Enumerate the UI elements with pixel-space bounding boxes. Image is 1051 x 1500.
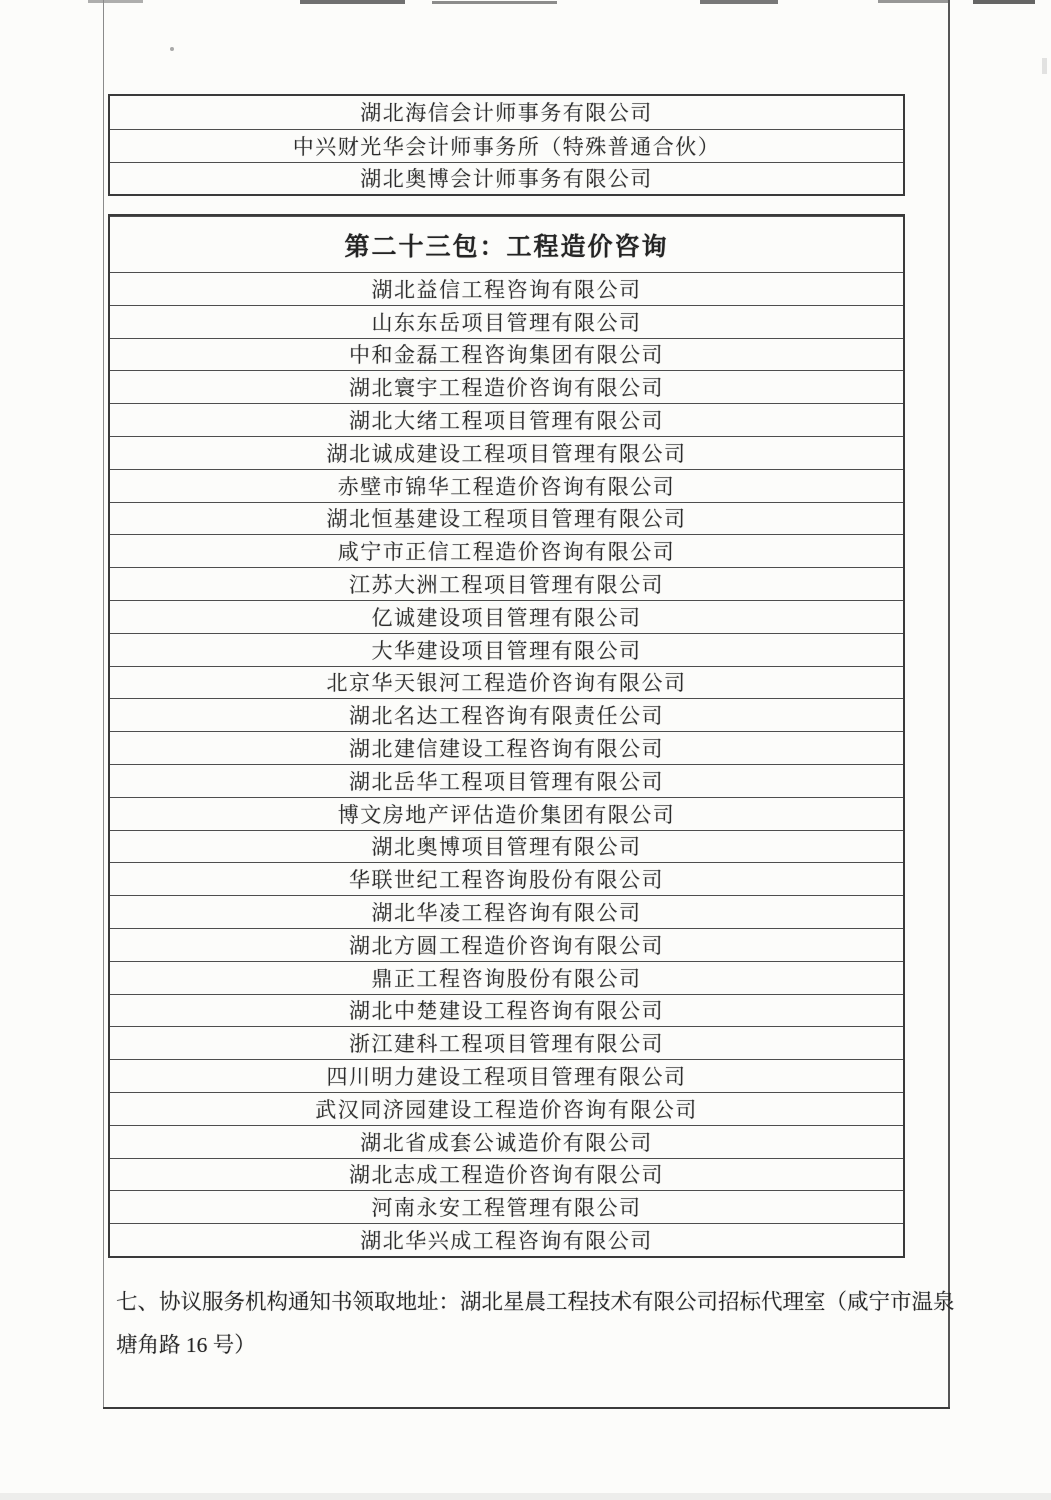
table-row [110,1158,903,1191]
table-row [110,1223,903,1256]
table-row [110,1092,903,1125]
table-row [110,666,903,699]
scan-artifact [88,0,143,3]
table-row [110,162,903,195]
table-row [110,862,903,895]
table-row [110,1190,903,1223]
company-name-cell: 博文房地产评估造价集团有限公司 [337,802,676,827]
company-name-cell: 湖北建信建设工程咨询有限公司 [349,737,664,762]
table-heading-row [110,216,903,272]
package23-table-body [110,272,903,1256]
company-name-cell: 湖北奥博项目管理有限公司 [371,835,642,860]
table-row [110,96,903,129]
table-row [110,1059,903,1092]
table-row [110,600,903,633]
table-row [110,338,903,371]
table-row [110,1125,903,1158]
company-name-cell: 中和金磊工程咨询集团有限公司 [349,343,664,368]
scan-edge-shadow [0,1493,1051,1500]
package23-table [108,214,905,1258]
company-name-cell: 湖北寰宇工程造价咨询有限公司 [349,376,664,401]
table-row [110,272,903,305]
table-row [110,994,903,1027]
scan-artifact [878,0,950,3]
company-name-cell: 湖北海信会计师事务有限公司 [360,101,653,126]
company-name-cell: 华联世纪工程咨询股份有限公司 [349,868,664,893]
scan-artifact [973,0,1035,4]
company-name-cell: 四川明力建设工程项目管理有限公司 [326,1065,687,1090]
company-name-cell: 湖北奥博会计师事务有限公司 [360,167,653,192]
company-name-cell: 湖北省成套公诚造价有限公司 [360,1130,653,1155]
page-border-bottom [103,1407,950,1409]
table-row [110,895,903,928]
table-row [110,129,903,162]
scan-artifact [300,0,405,4]
company-name-cell: 湖北方圆工程造价咨询有限公司 [349,933,664,958]
company-name-cell: 山东东岳项目管理有限公司 [371,310,642,335]
company-name-cell: 江苏大洲工程项目管理有限公司 [349,573,664,598]
scan-artifact [432,1,557,4]
page-border-left [103,0,104,1409]
company-name-cell: 湖北益信工程咨询有限公司 [371,277,642,302]
company-name-cell: 湖北华凌工程咨询有限公司 [371,901,642,926]
company-name-cell: 赤壁市锦华工程造价咨询有限公司 [337,474,676,499]
company-name-cell: 中兴财光华会计师事务所（特殊普通合伙） [292,134,721,159]
company-name-cell: 湖北恒基建设工程项目管理有限公司 [326,507,687,532]
company-name-cell: 咸宁市正信工程造价咨询有限公司 [337,540,676,565]
table-row [110,633,903,666]
table-row [110,534,903,567]
company-name-cell: 湖北名达工程咨询有限责任公司 [349,704,664,729]
notice-paragraph: 七、协议服务机构通知书领取地址：湖北星晨工程技术有限公司招标代理室（咸宁市温泉塘角路 16 号） [116,1290,955,1357]
company-name-cell: 武汉同济园建设工程造价咨询有限公司 [315,1097,698,1122]
company-name-cell: 鼎正工程咨询股份有限公司 [371,966,642,991]
scan-artifact [700,0,778,4]
table-row [110,731,903,764]
page-border-right [948,0,950,1409]
company-name-cell: 湖北华兴成工程咨询有限公司 [360,1229,653,1253]
company-name-cell: 河南永安工程管理有限公司 [371,1196,642,1221]
scan-speck [1042,58,1047,74]
scan-speck [170,47,174,51]
table-row [110,370,903,403]
table-row [110,830,903,863]
table-row [110,698,903,731]
table-row [110,567,903,600]
table-row [110,961,903,994]
company-name-cell: 湖北岳华工程项目管理有限公司 [349,769,664,794]
company-name-cell: 大华建设项目管理有限公司 [371,638,642,663]
table-row [110,305,903,338]
company-name-cell: 亿诚建设项目管理有限公司 [371,605,642,630]
company-name-cell: 湖北大绪工程项目管理有限公司 [349,409,664,434]
table-row [110,502,903,535]
company-name-cell: 湖北诚成建设工程项目管理有限公司 [326,441,687,466]
table-row [110,797,903,830]
package23-heading: 第二十三包：工程造价咨询 [344,233,669,261]
company-name-cell: 浙江建科工程项目管理有限公司 [349,1032,664,1057]
accounting-firms-table [108,94,905,196]
table-row [110,928,903,961]
table-row [110,436,903,469]
company-name-cell: 北京华天银河工程造价咨询有限公司 [326,671,687,696]
table-row [110,469,903,502]
company-name-cell: 湖北中楚建设工程咨询有限公司 [349,999,664,1024]
table-row [110,403,903,436]
table-row [110,1026,903,1059]
table-row [110,764,903,797]
company-name-cell: 湖北志成工程造价咨询有限公司 [349,1163,664,1188]
